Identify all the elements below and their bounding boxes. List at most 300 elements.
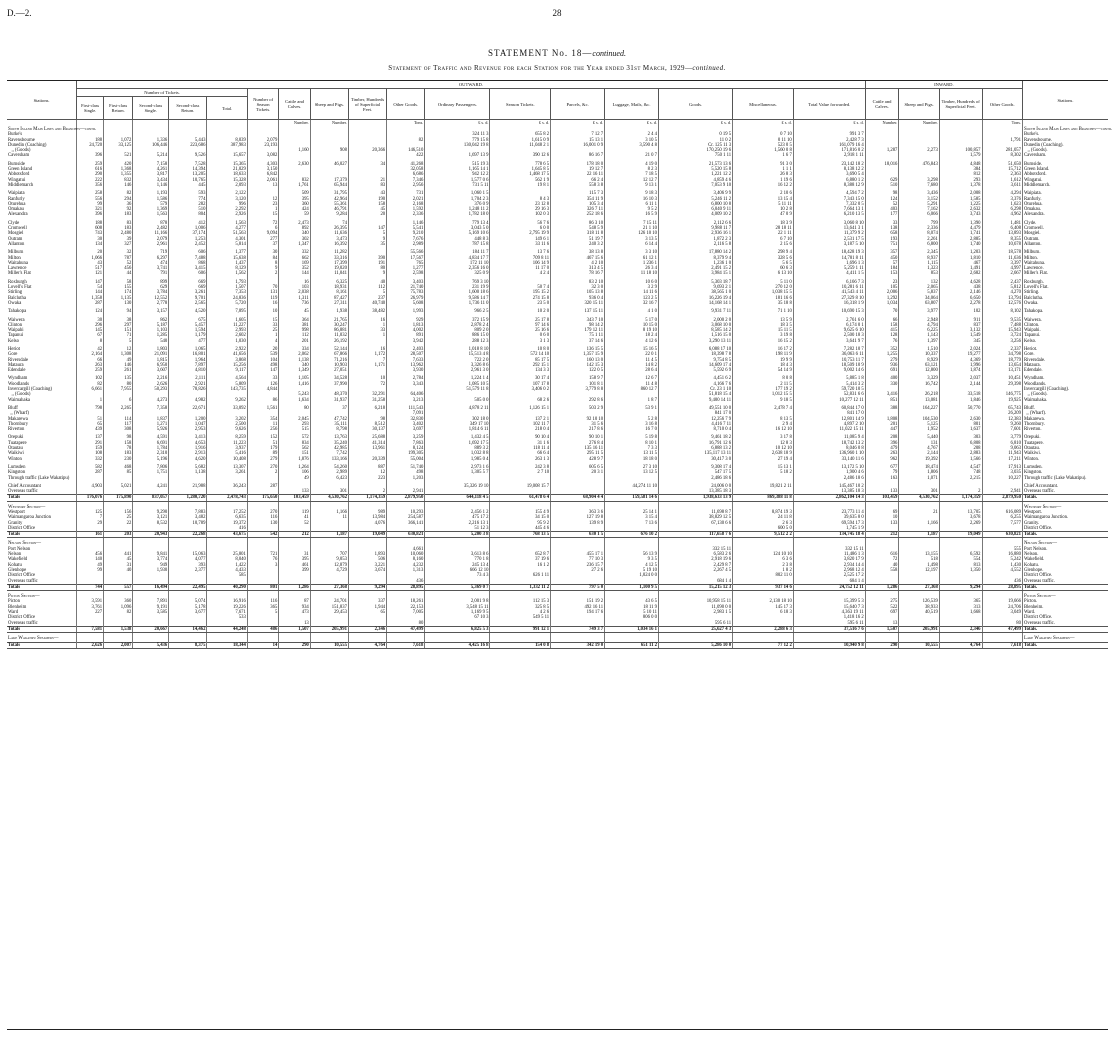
table-cell: 313 4 5 [551,266,605,271]
table-cell: 54 [77,285,104,290]
table-cell: 21 1 10 [605,226,659,231]
table-cell: 1 [348,333,386,338]
table-cell: 1 8 2 [733,568,794,573]
table-cell: 8,874 19 3 [733,510,794,515]
table-cell: 67,130 6 6 [658,521,732,526]
table-cell: 3,132 [939,328,982,333]
table-cell: 9,701 [169,296,207,301]
table-cell: 12 [348,470,386,475]
table-cell: 1,561 [247,406,278,411]
table-cell: Cr. 23 1 10 [658,387,732,392]
station-name-right: Lake Wakatipu Steamers— [1022,636,1108,642]
table-cell: 14,781 8 11 [793,256,865,261]
table-cell: 9,988 11 7 [658,226,732,231]
totals-row [7,642,1108,648]
table-cell: 1,135 [104,296,133,301]
table-cell: 1,347 [279,242,310,247]
table-cell: 293 [939,178,982,183]
table-cell: 1,813 [387,323,425,328]
table-cell: 8,161 [310,290,348,295]
table-cell: 56 13 9 [605,552,659,557]
table-cell: 49,551 10 0 [658,406,732,411]
table-cell: 22,495 [169,584,207,590]
station-name-right: Stirling. [1022,290,1108,295]
table-cell: 139 8 9 [551,521,605,526]
table-cell: 5,291 [899,202,939,207]
table-cell: 99 [77,202,104,207]
table-cell: 23 [247,202,278,207]
table-cell: 13,654 [982,363,1022,368]
table-cell: 9,841 [133,552,169,557]
traffic-revenue-table [7,81,1113,649]
table-cell: 658 [865,231,899,236]
table-cell: 6,583 2 6 [658,552,732,557]
table-cell: 27,368 [310,584,348,590]
table-cell: 868 [169,261,207,266]
table-cell: 2,626 [133,382,169,387]
col-first-single: First-class Single. [77,97,104,120]
table-cell: 4,794 [899,323,939,328]
table-cell: 42 [77,347,104,352]
table-cell: 5 19 8 [605,435,659,440]
table-cell: 37,174 [169,231,207,236]
table-cell: 365 [939,599,982,604]
table-cell: 606 [169,250,207,255]
table-cell: 4,564 [207,376,247,381]
table-cell: 834 [279,441,310,446]
station-name: Totals [7,642,77,648]
table-cell: 80 [982,621,1022,627]
station-name-right: Allanton. [1022,242,1108,247]
table-cell: 21,740 [387,285,425,290]
table-cell: 1,172 [348,352,386,357]
table-cell: 6,066 [899,212,939,217]
table-cell: 51,650 [982,162,1022,167]
unit-cell: £ s. d. [793,120,865,128]
table-cell: 287 [247,484,278,489]
table-cell: 396 [865,441,899,446]
table-cell: 290 [77,172,104,177]
table-cell: 124 10 10 [733,552,794,557]
table-cell: 41,656 [207,352,247,357]
table-cell: 0 6 0 [490,333,551,338]
table-cell: 90 10 1 [551,435,605,440]
table-cell: 30,247 [310,323,348,328]
table-cell: 1,280,720 [169,495,207,501]
table-cell: 11,698 8 7 [658,510,732,515]
station-name: Dunedin (Coaching) [8,142,47,148]
table-cell: 791 [133,271,169,276]
table-cell: 8,102 [982,309,1022,314]
table-cell: 31 [279,552,310,557]
table-cell: 1 [77,398,104,403]
table-cell: 396 [77,212,104,217]
table-cell: 12,552 [133,296,169,301]
table-cell: 2,428 7 3 [793,138,865,143]
table-cell: 1,193 [133,191,169,196]
unit-cell: £ s. d. [605,120,659,128]
table-cell: 23 [865,280,899,285]
table-cell: 3,817 [133,172,169,177]
table-cell: 10,789 [169,521,207,526]
table-cell: 18 11 9 [605,605,659,610]
table-cell: 2,918 19 6 [658,557,732,562]
units-row [7,120,1108,128]
table-cell: 8 10 1 [605,441,659,446]
table-cell: 934 [279,605,310,610]
table-cell: 42,964 [310,197,348,202]
table-cell: 1,585 [939,197,982,202]
station-name: District Office [8,525,36,531]
table-cell: 3,697 [387,427,425,432]
table-cell: 4,411 1 5 [793,271,865,276]
table-cell: 9,094 [247,231,278,236]
table-cell: 26 8 3 [733,172,794,177]
table-cell: 114 [104,417,133,422]
table-cell: 1,782 18 0 [425,212,490,217]
table-cell: 722 2 0 [425,358,490,363]
table-cell: 20,339 [348,457,386,462]
table-cell: 8 2 3 [605,167,659,172]
table-cell: 1 19 6 [733,178,794,183]
table-cell: 1,187 [899,532,939,538]
table-cell: 84 [247,256,278,261]
station-name-right: Nelson. [1022,552,1108,557]
table-cell: 9 13 1 [605,183,659,188]
table-cell: 10,765 [169,178,207,183]
table-cell: 102 11 7 [490,422,551,427]
table-cell: 65 [77,422,104,427]
table-cell: 277 [247,237,278,242]
table-cell: 3,213 [387,398,425,403]
table-cell: 10 12 10 [733,446,794,451]
station-name-right: Middlemarch. [1022,183,1108,188]
table-cell: 13,893 [982,231,1022,236]
table-cell: 15,943 [982,328,1022,333]
table-cell: 155 4 9 [490,510,551,515]
table-cell: 34,798 [982,352,1022,357]
table-cell: 1,277 [387,266,425,271]
table-cell: 76 [247,557,278,562]
table-cell: 7,343 15 0 [793,197,865,202]
table-cell: 416 [207,526,247,532]
table-cell: 17,252 [207,510,247,515]
table-cell: 2,037 [939,376,982,381]
table-cell: 748 [939,470,982,475]
table-cell: 4,479 [939,226,982,231]
table-cell: 324 11 3 [425,132,490,137]
table-cell: 183 [104,451,133,456]
table-cell: 111,543 [387,406,425,411]
table-cell: 44 [104,271,133,276]
station-name: Outram [8,236,23,242]
table-cell: 6 0 0 [490,226,551,231]
table-cell: 911 [939,318,982,323]
table-cell: 3,482 [169,515,207,520]
station-name: Alexandra [8,212,28,218]
col-second-single: Second-class Single. [133,97,169,120]
table-cell: 63,121 [899,363,939,368]
table-cell: 10,958 15 11 [658,599,732,604]
table-cell: 445 [169,183,207,188]
table-cell: 1,138 [279,358,310,363]
table-cell: 6,325 [310,280,348,285]
table-cell: 92 [104,207,133,212]
table-cell: 5 [247,610,278,615]
table-cell: 2,061 [247,178,278,183]
table-cell: 12 [247,197,278,202]
table-cell: 691 [865,368,899,373]
table-cell: 2,941 [387,489,425,495]
table-cell: 522 [865,605,899,610]
table-cell: 35,111 [310,422,348,427]
table-cell: 415 [865,328,899,333]
table-cell: 6 7 10 [733,237,794,242]
table-cell: 6,686 [387,172,425,177]
unit-cell: Number. [865,120,899,128]
table-cell: 887 [348,465,386,470]
table-cell: 652 8 7 [490,552,551,557]
station-name-right: Clyde. [1022,221,1108,226]
station-name-right: Balclutha. [1022,296,1108,301]
table-cell: 1,066 [77,256,104,261]
table-cell: 290 [865,642,899,648]
table-cell: 1,538 [104,626,133,632]
table-cell: 40 [865,563,899,568]
table-cell: 1,696 1 3 [793,261,865,266]
table-cell: 2,273 [899,148,939,153]
table-cell: 13,794 [982,296,1022,301]
table-cell: 12,879 [310,563,348,568]
table-cell: 340 [279,363,310,368]
header-row-direction [7,81,1108,89]
table-cell: 1,203 [939,250,982,255]
table-cell: 318 11 8 [551,231,605,236]
table-cell: 6,166 7 3 [793,280,865,285]
table-cell: 11 0 2 [658,138,732,143]
table-cell: 787 [104,256,133,261]
table-cell: 3,641 9 7 [793,339,865,344]
table-cell: 4,301 [207,237,247,242]
table-cell: 2,598 [387,271,425,276]
station-name: Wyndham [8,376,28,382]
table-cell: 298 9 4 [733,250,794,255]
table-cell: 20 [77,250,104,255]
table-cell: 750 1 11 [658,153,732,158]
table-cell: 52 [865,202,899,207]
table-cell: 6,210 13 5 [793,212,865,217]
table-cell: 4,844 [247,387,278,392]
table-cell: 292 15 1 [490,363,551,368]
table-cell: 33 [247,323,278,328]
table-cell: 2,336 [387,212,425,217]
table-cell: 15,215 12 3 [658,584,732,590]
table-cell: 15 [247,212,278,217]
table-cell: 798 [77,406,104,411]
table-cell: 23,773 11 4 [793,510,865,515]
table-cell: 1,562 [207,271,247,276]
table-cell: 804 [169,212,207,217]
table-cell: 2,437 [982,280,1022,285]
table-cell: 19,372 [207,521,247,526]
table-cell: 498 [387,470,425,475]
table-cell: 13 [865,621,899,627]
table-cell: 4,530,762 [899,495,939,501]
table-cell: 3,677 [169,610,207,615]
table-cell: 38,565 1 0 [658,290,732,295]
table-cell: Cr. 125 11 3 [658,143,732,148]
table-cell: 85 17 5 [490,358,551,363]
table-cell: 13,205 [169,172,207,177]
table-cell: 33 [348,328,386,333]
table-cell: 25,801 [207,552,247,557]
table-cell: 36,063 6 11 [793,352,865,357]
table-cell: 287 [77,470,104,475]
table-cell: 281,057 [982,148,1022,153]
table-cell: 2,565 [169,301,207,306]
table-cell: 9,308 17 4 [658,465,732,470]
table-cell: 381 [279,323,310,328]
table-cell: 7,633 [387,358,425,363]
table-cell: 9 [247,266,278,271]
table-cell: 75 1 11 [551,333,605,338]
table-cell: 4,552 [982,568,1022,573]
table-cell: 145 [77,328,104,333]
table-cell: 3,779 [982,435,1022,440]
station-name-right: Invercargill (Coaching). [1022,387,1108,392]
table-cell: 3,261 [207,470,247,475]
table-cell: 6,800 [899,242,939,247]
table-cell: 67,866 [310,352,348,357]
station-name: Ravensbourne [8,137,35,143]
table-cell: 1,286 [865,584,899,590]
table-cell: 3,868 [207,358,247,363]
table-cell: 135,117 13 11 [658,451,732,456]
table-cell: 188 [77,221,104,226]
table-cell: 22 [104,521,133,526]
table-cell: 33 11 6 [490,242,551,247]
table-cell: 50,770 [939,406,982,411]
table-cell: 11,048 2 1 [490,143,551,148]
table-cell: 18,633 [207,172,247,177]
table-cell: 25 [104,515,133,520]
station-name: Woodlands [8,381,29,387]
table-cell: 5,243 [279,392,310,397]
unit-cell: Number. [899,120,939,128]
table-cell: 70 [247,285,278,290]
table-cell: 5,214 [133,153,169,158]
table-cell: 71,216 [310,358,348,363]
table-cell: 8 4 3 [490,197,551,202]
table-cell: 669 [169,280,207,285]
table-cell: 799 [899,221,939,226]
table-cell: 0 7 10 [733,132,794,137]
table-cell: 19 8 1 [490,183,551,188]
table-cell: 5,416 [207,451,247,456]
table-cell: 1,993 [387,309,425,314]
station-name-right: Westport. [1022,510,1108,515]
table-cell: 8 13 5 [733,417,794,422]
table-cell: 137 15 11 [551,309,605,314]
table-cell: 1,368 [104,167,133,172]
table-cell: 523 0 5 [733,143,794,148]
table-cell: 37,516 7 6 [793,626,865,632]
table-cell: 9,210 [387,231,425,236]
station-name: Totals [7,532,77,538]
table-cell: 6,950 [133,363,169,368]
table-cell: 177 19 2 [733,387,794,392]
table-cell: 334 [279,347,310,352]
table-cell: 10 2 8 [733,207,794,212]
table-cell: 47 0 9 [733,212,794,217]
table-cell: 107 17 8 [490,382,551,387]
table-cell: 31,795 [310,191,348,196]
table-cell: 31 [104,563,133,568]
station-name: Riverton [8,427,25,433]
table-cell: 3,406 9 9 [658,191,732,196]
table-cell: 5,178 [169,605,207,610]
table-cell: 27 19 4 [733,457,794,462]
table-cell: 1,745 1 9 [793,526,865,532]
table-cell: 8 0 8 [733,376,794,381]
table-cell: 119 [279,510,310,515]
table-cell: 3,343 [387,382,425,387]
table-cell: 372 15 9 [425,318,490,323]
table-cell: 140 [77,557,104,562]
table-cell: 3,591 [77,599,104,604]
table-cell: 270 [247,510,278,515]
table-cell: 1,357 15 9 [551,352,605,357]
table-cell: 6,888 13 2 [658,446,732,451]
table-cell: 282 [169,202,207,207]
table-cell: 1,637 [939,427,982,432]
table-cell: 92 10 10 [551,417,605,422]
table-cell: 3,397 [982,261,1022,266]
table-cell: 2,630 [939,417,982,422]
table-cell: 1,255 [865,352,899,357]
table-cell: 1,592 [387,207,425,212]
table-cell: 467 [939,261,982,266]
table-cell: 86 3 10 [551,221,605,226]
station-name: Clinton [8,322,23,328]
table-cell: 3 [247,563,278,568]
table-cell: 1,285 [133,333,169,338]
station-name-right: Riverton. [1022,427,1108,432]
table-cell: 12 8 3 [733,441,794,446]
table-cell: 2,921 [169,382,207,387]
table-cell: 20,366 [348,148,386,153]
table-cell: 1,143 [899,333,939,338]
table-cell: 662 [279,256,310,261]
table-cell: 35,240 [310,441,348,446]
table-cell: 412 [169,221,207,226]
table-cell: 178 18 0 [551,162,605,167]
table-cell: 1,292 [865,296,899,301]
table-cell: 1,422 [207,563,247,568]
station-name: Oturehua [8,201,26,207]
table-cell: 11,032 [310,333,348,338]
station-name: Green Island [8,167,33,173]
table-cell: 5,074 [169,599,207,604]
table-cell: 4,273 [133,398,169,403]
table-cell: 89 [247,451,278,456]
table-cell: 13 11 5 [605,451,659,456]
table-cell: 1,874 [939,368,982,373]
table-cell: 118 11 4 [490,446,551,451]
table-cell: 455 17 1 [551,552,605,557]
table-cell: 548 5 9 [551,226,605,231]
station-name-right: Nelson Section— [1022,541,1108,546]
